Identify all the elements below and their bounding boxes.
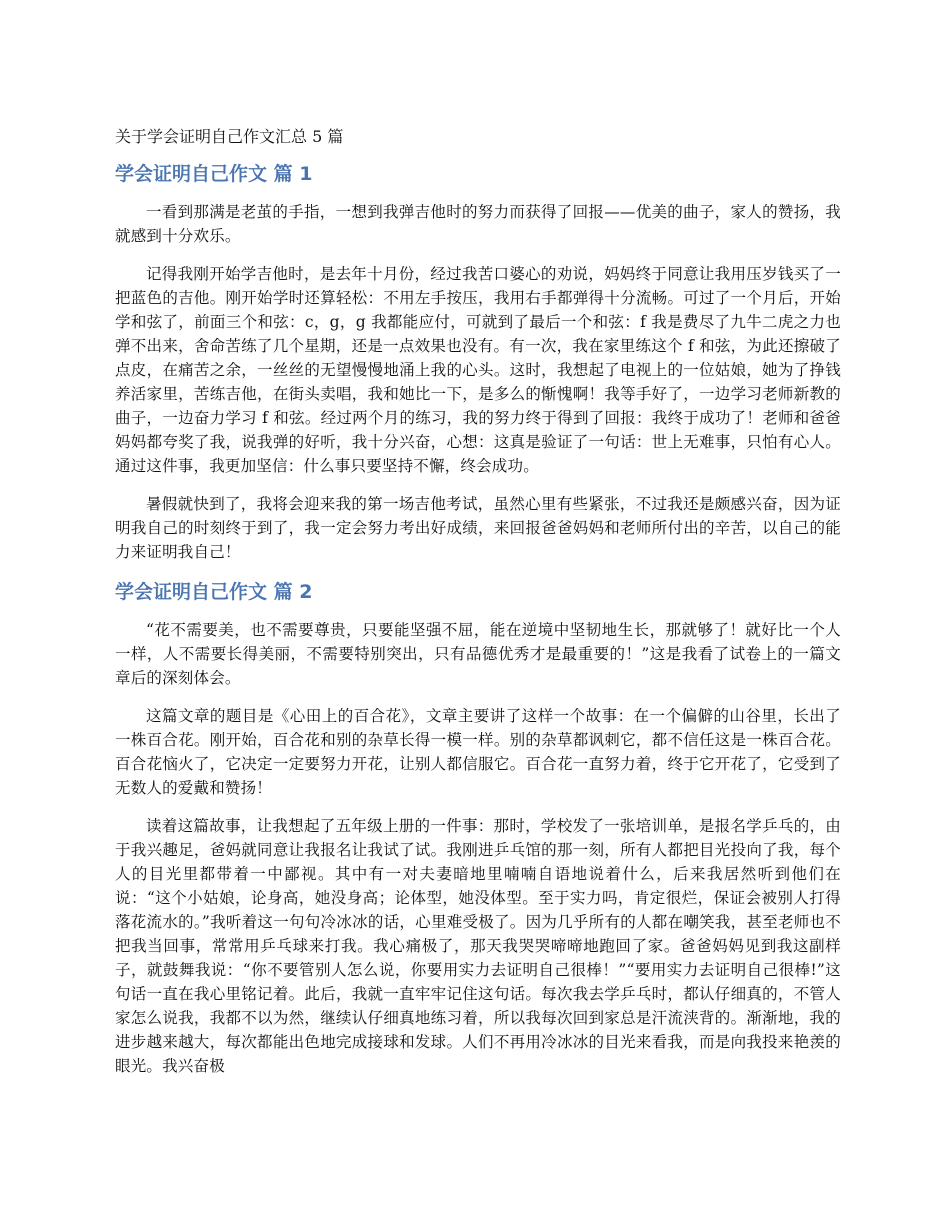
paragraph: “花不需要美，也不需要尊贵，只要能坚强不屈，能在逆境中坚韧地生长，那就够了！就好比一个人一样，人不需要长得美丽，不需要特别突出，只有品德优秀才是最重要的！”这是我看了试卷上的一篇文章后的深刻体会。 (115, 621, 841, 687)
paragraph: 记得我刚开始学吉他时，是去年十月份，经过我苦口婆心的劝说，妈妈终于同意让我用压岁钱买了一把蓝色的吉他。刚开始学时还算轻松：不用左手按压，我用右手都弹得十分流畅。可过了一个月后，开始学和弦了，前面三个和弦：c，g，g 我都能应付，可就到了最后一个和弦：f 我是费尽了九牛二虎之力也弹不出来，舍命苦练了几个星期，还是一点效果也没有。有一次，我在家里练这个 f 和弦，为此还擦破了点皮，在痛苦之余，一丝丝的无望慢慢地涌上我的心头。这时，我想起了电视上的一位姑娘，她为了挣钱养活家里，苦练吉他，在街头卖唱，我和她比一下，是多么的惭愧啊！我等手好了，一边学习老师新教的曲子，一边奋力学习 f 和弦。经过两个月的练习，我的努力终于得到了回报：我终于成功了！老师和爸爸妈妈都夸奖了我，说我弹的好听，我十分兴奋，心想：这真是验证了一句话：世上无难事，只怕有心人。通过这件事，我更加坚信：什么事只要坚持不懈，终会成功。 (115, 265, 841, 475)
section-heading: 学会证明自己作文 篇 1 (115, 163, 313, 185)
section-heading: 学会证明自己作文 篇 2 (115, 581, 313, 603)
essay-section-2 (115, 578, 841, 1078)
paragraph: 这篇文章的题目是《心田上的百合花》，文章主要讲了这样一个故事：在一个偏僻的山谷里，长出了一株百合花。刚开始，百合花和别的杂草长得一模一样。别的杂草都讽刺它，都不信任这是一株百合花。百合花恼火了，它决定一定要努力开花，让别人都信服它。百合花一直努力着，终于它开花了，它受到了无数人的爱戴和赞扬！ (115, 707, 841, 797)
paragraph: 暑假就快到了，我将会迎来我的第一场吉他考试，虽然心里有些紧张，不过我还是颇感兴奋，因为证明我自己的时刻终于到了，我一定会努力考出好成绩，来回报爸爸妈妈和老师所付出的辛苦，以自己的能力来证明我自己！ (115, 495, 841, 561)
paragraph: 一看到那满是老茧的手指，一想到我弹吉他时的努力而获得了回报——优美的曲子，家人的赞扬，我就感到十分欢乐。 (115, 203, 841, 245)
paragraph: 读着这篇故事，让我想起了五年级上册的一件事：那时，学校发了一张培训单，是报名学乒乓的，由于我兴趣足，爸妈就同意让我报名让我试了试。我刚进乒乓馆的那一刻，所有人都把目光投向了我，每个人的目光里都带着一中鄙视。其中有一对夫妻暗地里喃喃自语地说着什么，后来我居然听到他们在说：“这个小姑娘，论身高，她没身高；论体型，她没体型。至于实力吗，肯定很烂，保证会被别人打得落花流水的。”我听着这一句句冷冰冰的话，心里难受极了。因为几乎所有的人都在嘲笑我，甚至老师也不把我当回事，常常用乒乓球来打我。我心痛极了，那天我哭哭啼啼地跑回了家。爸爸妈妈见到我这副样子，就鼓舞我说：“你不要管别人怎么说，你要用实力去证明自己很棒！”“要用实力去证明自己很棒!”这句话一直在我心里铭记着。此后，我就一直牢牢记住这句话。每次我去学乒乓时，都认仔细真的，不管人家怎么说我，我都不以为然，继续认仔细真地练习着，所以我每次回到家总是汗流浃背的。渐渐地，我的进步越来越大，每次都能出色地完成接球和发球。人们不再用冷冰冰的目光来看我，而是向我投来艳羡的眼光。我兴奋极 (115, 817, 841, 1075)
document-title: 关于学会证明自己作文汇总 5 篇 (115, 127, 344, 146)
essay-section-1 (115, 160, 841, 564)
document-body (115, 124, 841, 1092)
